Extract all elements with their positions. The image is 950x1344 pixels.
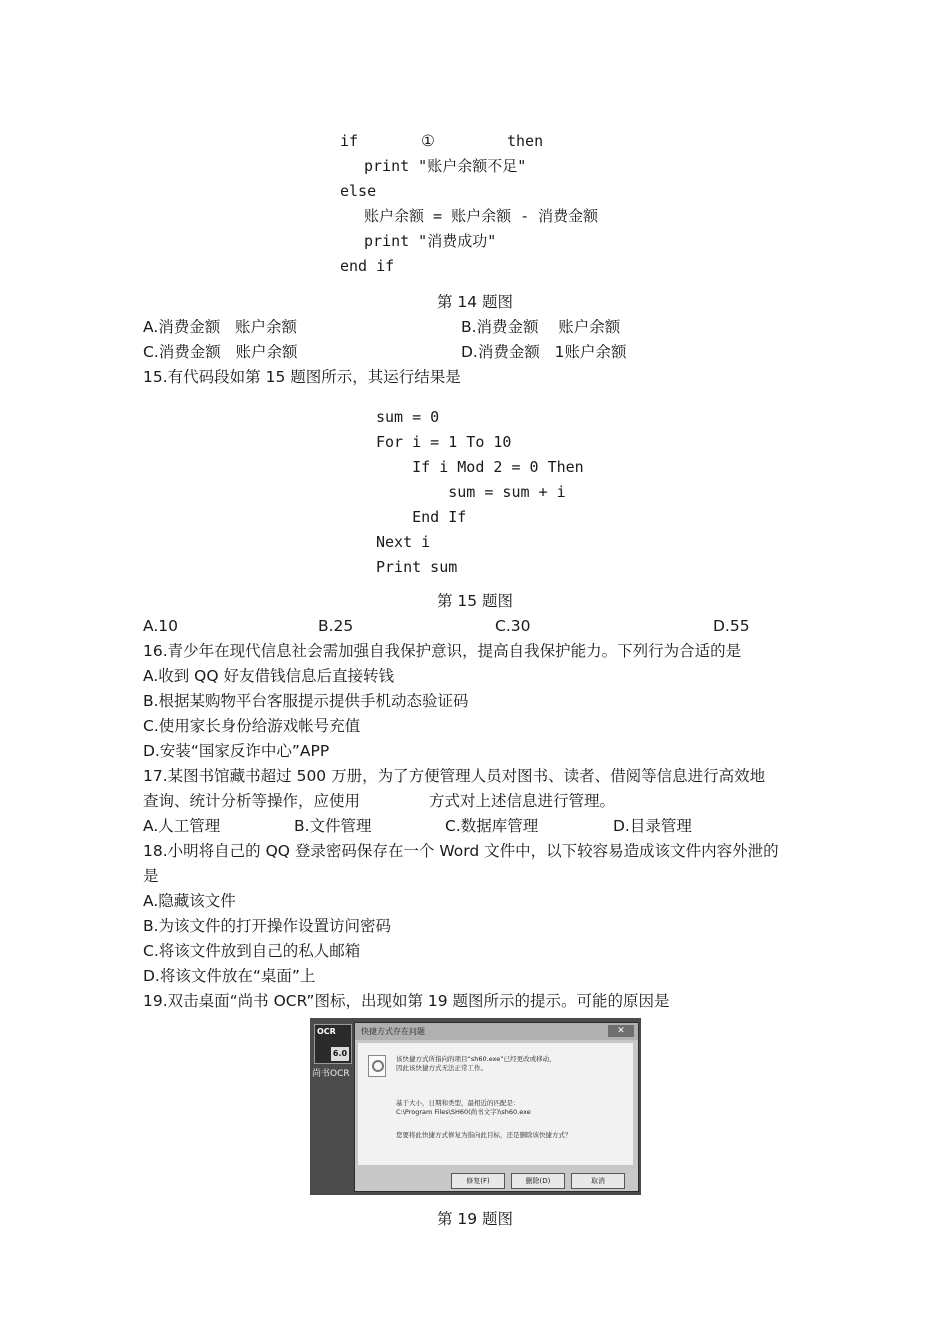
code15-line: If i Mod 2 = 0 Then	[376, 458, 584, 476]
dialog-title: 快捷方式存在问题	[361, 1027, 425, 1036]
q15-option-a: A.10	[143, 617, 178, 635]
dialog-titlebar	[355, 1023, 638, 1040]
q15-option-c: C.30	[495, 617, 531, 635]
code14-blank-1: ①	[421, 132, 435, 150]
code14-then: then	[507, 132, 544, 150]
q15-option-b: B.25	[318, 617, 354, 635]
cancel-button: 取消	[571, 1173, 625, 1189]
q17-stem-line2: 查询、统计分析等操作，应使用 方式对上述信息进行管理。	[143, 792, 615, 810]
code14-end-if: end if	[340, 257, 395, 275]
q15-option-d: D.55	[713, 617, 750, 635]
q19-screenshot-figure	[310, 1018, 641, 1195]
delete-button: 删除(D)	[511, 1173, 565, 1189]
dialog-message-line: 因此该快捷方式无法正常工作。	[396, 1064, 487, 1072]
q14-option-b: B.消费金额 账户余额	[461, 318, 621, 336]
code14-print-success: print "消费成功"	[364, 232, 497, 250]
code15-line: Next i	[376, 533, 431, 551]
q16-option-a: A.收到 QQ 好友借钱信息后直接转钱	[143, 667, 395, 685]
ocr-app-icon	[314, 1024, 352, 1064]
code14-print-insufficient: print "账户余额不足"	[364, 157, 527, 175]
q14-option-d: D.消费金额 1账户余额	[461, 343, 627, 361]
q18-option-a: A.隐藏该文件	[143, 892, 236, 910]
ocr-icon-text: OCR	[317, 1027, 336, 1036]
q15-stem: 15.有代码段如第 15 题图所示，其运行结果是	[143, 368, 461, 386]
code15-line: sum = 0	[376, 408, 440, 426]
code15-line: For i = 1 To 10	[376, 433, 512, 451]
code14-else: else	[340, 182, 377, 200]
q17-option-d: D.目录管理	[613, 817, 692, 835]
q18-stem-line1: 18.小明将自己的 QQ 登录密码保存在一个 Word 文件中，以下较容易造成该文件内容外泄的	[143, 842, 779, 860]
caption-14: 第 14 题图	[436, 293, 514, 311]
q14-option-c: C.消费金额 账户余额	[143, 343, 298, 361]
q17-option-b: B.文件管理	[294, 817, 372, 835]
q14-option-a: A.消费金额 账户余额	[143, 318, 298, 336]
close-icon: ✕	[608, 1025, 634, 1037]
q16-stem: 16.青少年在现代信息社会需加强自我保护意识，提高自我保护能力。下列行为合适的是	[143, 642, 742, 660]
desktop-icon-label: 尚书OCR	[312, 1069, 350, 1079]
dialog-target-path: C:\Program Files\SH60(尚书文字)\sh60.exe	[396, 1108, 531, 1116]
ocr-icon-version: 6.0	[331, 1047, 349, 1061]
search-file-icon	[368, 1055, 386, 1077]
shortcut-problem-dialog	[354, 1022, 639, 1192]
q18-option-c: C.将该文件放到自己的私人邮箱	[143, 942, 361, 960]
code15-line: Print sum	[376, 558, 458, 576]
code14-if: if	[340, 132, 359, 150]
q17-option-c: C.数据库管理	[445, 817, 539, 835]
q17-option-a: A.人工管理	[143, 817, 221, 835]
dialog-message-line: 该快捷方式所指向的项目“sh60.exe”已经更改或移动，	[396, 1055, 556, 1063]
dialog-question: 您要将此快捷方式修复为指向此目标，还是删除该快捷方式？	[396, 1131, 572, 1139]
q19-stem: 19.双击桌面“尚书 OCR”图标，出现如第 19 题图所示的提示。可能的原因是	[143, 992, 670, 1010]
code15-line: End If	[376, 508, 467, 526]
q16-option-d: D.安装“国家反诈中心”APP	[143, 742, 330, 760]
caption-15: 第 15 题图	[436, 592, 514, 610]
caption-19: 第 19 题图	[436, 1210, 514, 1228]
q16-option-c: C.使用家长身份给游戏帐号充值	[143, 717, 361, 735]
code14-assign: 账户余额 = 账户余额 - 消费金额	[364, 207, 599, 225]
dialog-body	[358, 1043, 633, 1165]
q18-option-b: B.为该文件的打开操作设置访问密码	[143, 917, 392, 935]
q16-option-b: B.根据某购物平台客服提示提供手机动态验证码	[143, 692, 469, 710]
q17-stem-line1: 17.某图书馆藏书超过 500 万册，为了方便管理人员对图书、读者、借阅等信息进行高效地	[143, 767, 766, 785]
fix-button: 修复(F)	[451, 1173, 505, 1189]
dialog-message-line: 基于大小，日期和类型，最相近的匹配是：	[396, 1099, 520, 1107]
code15-line: sum = sum + i	[376, 483, 566, 501]
q18-option-d: D.将该文件放在“桌面”上	[143, 967, 316, 985]
q18-stem-line2: 是	[143, 867, 159, 885]
